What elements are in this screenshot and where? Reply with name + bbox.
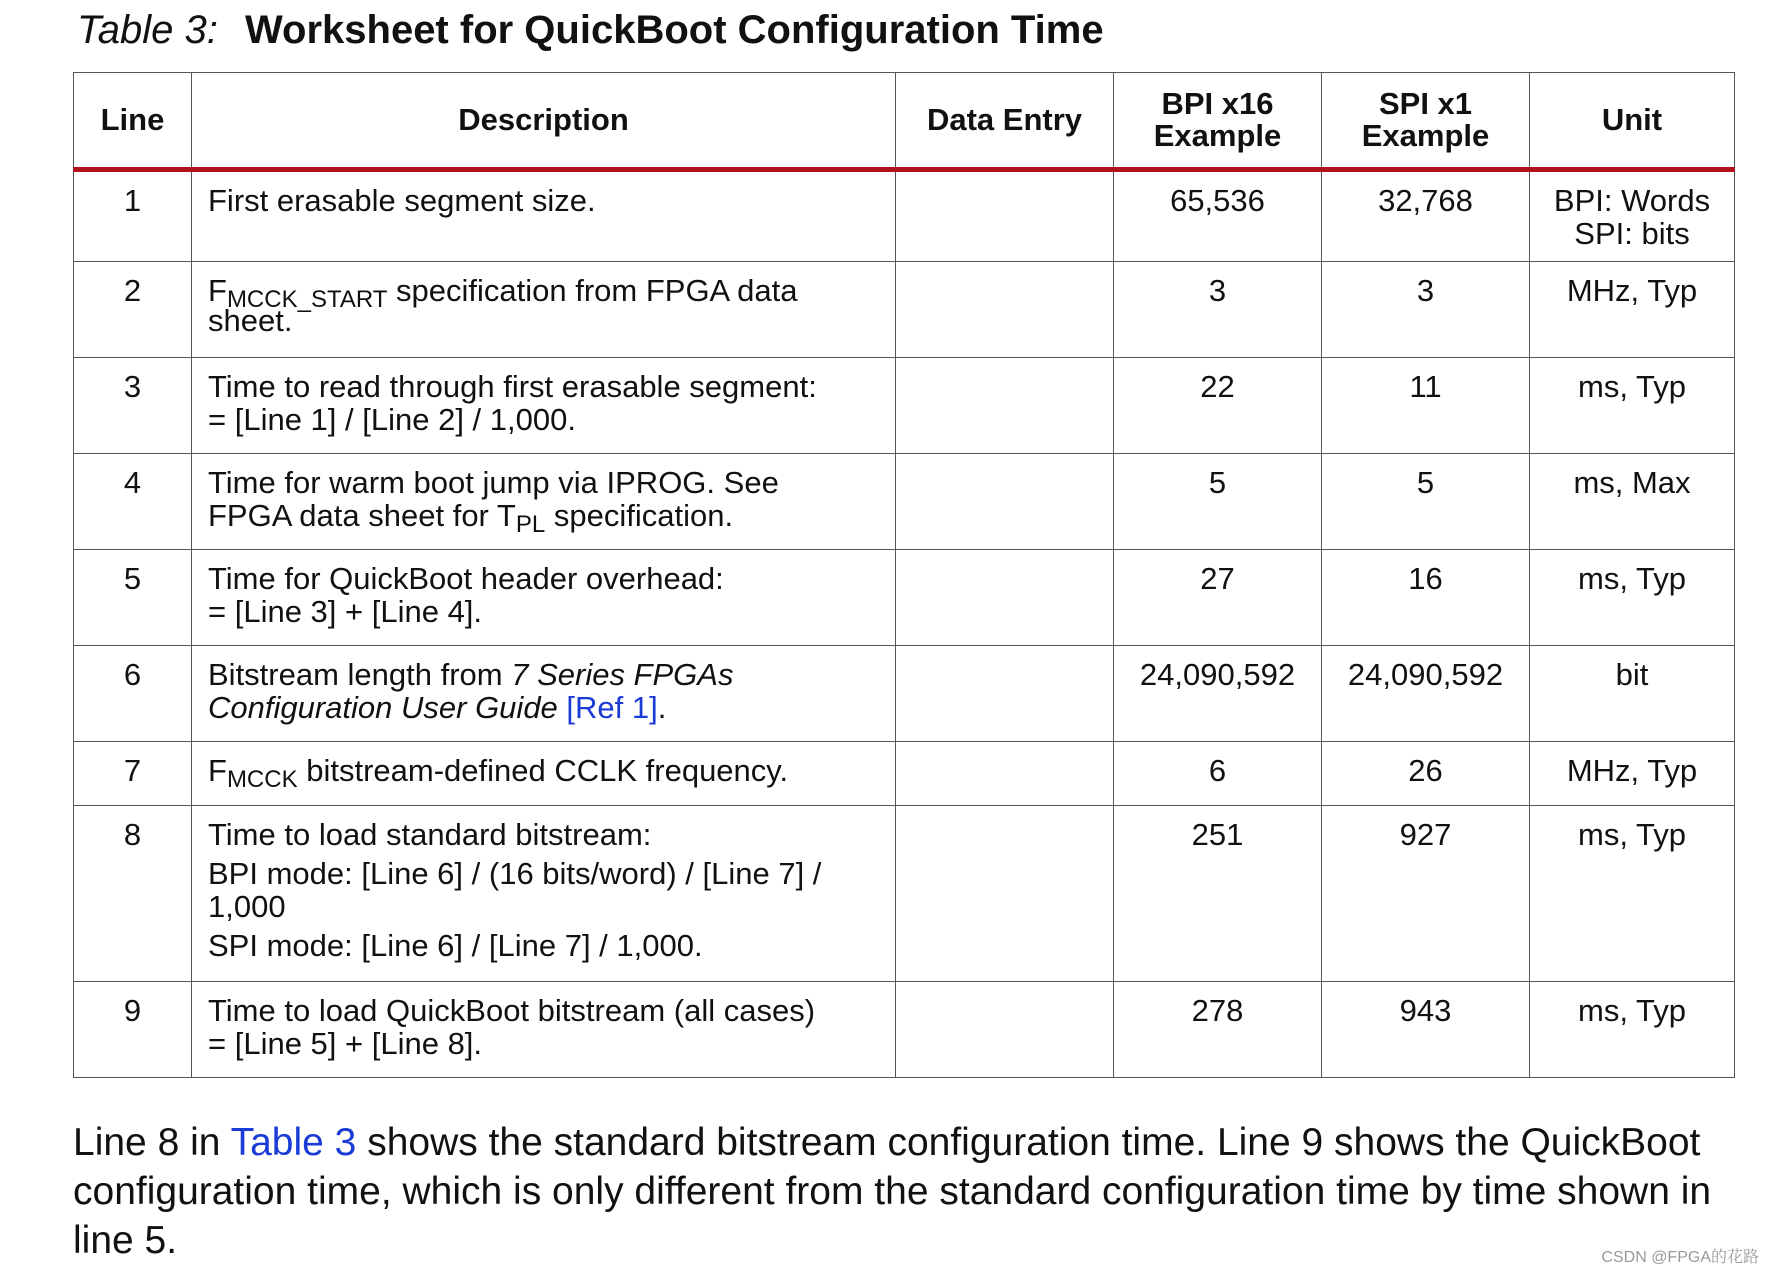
cell-data-entry: [896, 742, 1114, 806]
cell-description: [192, 550, 896, 646]
desc-italic-guide: Configuration User Guide: [208, 690, 558, 725]
cell-description-line1: Time for warm boot jump via IPROG. See: [208, 465, 779, 500]
cell-data-entry: [896, 550, 1114, 646]
body-paragraph: [73, 1118, 1743, 1265]
cell-line: 1: [74, 170, 192, 262]
cell-bpi: 27: [1114, 550, 1322, 646]
cell-description-line1: Time to load standard bitstream:: [208, 817, 652, 852]
table-row: [74, 262, 1735, 358]
cell-line: 4: [74, 454, 192, 550]
cell-unit: ms, Typ: [1530, 982, 1735, 1078]
paragraph-part1: Line 8 in: [73, 1121, 231, 1164]
header-bpi-line2: Example: [1153, 118, 1282, 153]
cell-description: [192, 358, 896, 454]
cell-line: 9: [74, 982, 192, 1078]
table-row: [74, 742, 1735, 806]
table-title-text: Worksheet for QuickBoot Configuration Time: [244, 8, 1104, 52]
cell-description-line2: BPI mode: [Line 6] / (16 bits/word) / [Line 7] /: [208, 856, 822, 891]
table-header: [74, 73, 1735, 170]
cell-data-entry: [896, 170, 1114, 262]
header-bpi-example: [1114, 73, 1322, 170]
cell-description-line3: 1,000: [208, 889, 286, 924]
cell-unit: ms, Max: [1530, 454, 1735, 550]
cell-data-entry: [896, 806, 1114, 982]
cell-line: 8: [74, 806, 192, 982]
cell-description-line1: [208, 273, 879, 313]
cell-unit: MHz, Typ: [1530, 742, 1735, 806]
cell-spi: 943: [1322, 982, 1530, 1078]
header-bpi-line1: BPI x16: [1161, 86, 1274, 121]
cell-line: 7: [74, 742, 192, 806]
table-title-label: Table 3:: [77, 8, 218, 52]
cell-data-entry: [896, 646, 1114, 742]
subscript-pl: PL: [515, 511, 546, 538]
cell-spi: 11: [1322, 358, 1530, 454]
cell-line: 2: [74, 262, 192, 358]
subscript-mcck: MCCK: [226, 766, 298, 793]
cell-bpi: 251: [1114, 806, 1322, 982]
cell-data-entry: [896, 454, 1114, 550]
cell-line: 5: [74, 550, 192, 646]
cell-spi: 24,090,592: [1322, 646, 1530, 742]
cell-line: 6: [74, 646, 192, 742]
cell-description-line2: = [Line 3] + [Line 4].: [208, 594, 483, 629]
desc-rest: specification from FPGA data: [387, 273, 798, 308]
cell-description: [192, 742, 896, 806]
cell-unit: ms, Typ: [1530, 358, 1735, 454]
cell-description-line2: sheet.: [208, 303, 293, 338]
cell-data-entry: [896, 358, 1114, 454]
table-row: [74, 550, 1735, 646]
header-description: Description: [192, 73, 896, 170]
cell-line: 3: [74, 358, 192, 454]
cell-spi: 3: [1322, 262, 1530, 358]
f-symbol: F: [208, 753, 227, 788]
cell-description-line2: [208, 691, 879, 724]
cell-description: First erasable segment size.: [192, 170, 896, 262]
table-row: [74, 806, 1735, 982]
desc-end: .: [657, 690, 667, 725]
subscript-mcck-start: MCCK_START: [226, 286, 388, 313]
cell-description: [192, 454, 896, 550]
paragraph-part2: shows the standard bitstream configuration time. Line 9 shows the QuickBoot configuration time, which is only different from the standard configuration time by time shown in line 5.: [73, 1121, 1712, 1262]
table-body: [74, 170, 1735, 1078]
cell-description-line2: = [Line 5] + [Line 8].: [208, 1026, 483, 1061]
cell-bpi: 65,536: [1114, 170, 1322, 262]
cell-description-line1: Time for QuickBoot header overhead:: [208, 561, 724, 596]
table-row: [74, 454, 1735, 550]
cell-description: [192, 262, 896, 358]
header-line: Line: [74, 73, 192, 170]
cell-description: [192, 806, 896, 982]
desc-part-a: Bitstream length from: [208, 657, 512, 692]
desc-part-b: specification.: [545, 498, 734, 533]
cell-bpi: 3: [1114, 262, 1322, 358]
cell-description: [192, 646, 896, 742]
table-row: [74, 982, 1735, 1078]
desc-rest: bitstream-defined CCLK frequency.: [297, 753, 789, 788]
table-row: [74, 358, 1735, 454]
cell-unit-line2: SPI: bits: [1574, 216, 1690, 251]
cell-description-line2: [208, 498, 879, 538]
table-title: [77, 8, 1104, 53]
cell-description-line1: [208, 658, 879, 691]
cell-unit: ms, Typ: [1530, 550, 1735, 646]
cell-description-line2: = [Line 1] / [Line 2] / 1,000.: [208, 402, 576, 437]
header-unit: Unit: [1530, 73, 1735, 170]
watermark: CSDN @FPGA的花路: [1601, 1249, 1759, 1266]
cell-bpi: 6: [1114, 742, 1322, 806]
cell-spi: 32,768: [1322, 170, 1530, 262]
table-row: [74, 170, 1735, 262]
ref-1-link[interactable]: [Ref 1]: [566, 690, 658, 725]
cell-spi: 5: [1322, 454, 1530, 550]
table-row: [74, 646, 1735, 742]
header-spi-line1: SPI x1: [1378, 86, 1473, 121]
cell-bpi: 5: [1114, 454, 1322, 550]
header-row: [74, 73, 1735, 170]
cell-spi: 26: [1322, 742, 1530, 806]
cell-description-line4: SPI mode: [Line 6] / [Line 7] / 1,000.: [208, 928, 703, 963]
cell-spi: 927: [1322, 806, 1530, 982]
f-symbol: F: [208, 273, 227, 308]
cell-description-line1: Time to read through first erasable segment:: [208, 369, 817, 404]
cell-unit: ms, Typ: [1530, 806, 1735, 982]
cell-unit: MHz, Typ: [1530, 262, 1735, 358]
header-spi-line2: Example: [1361, 118, 1490, 153]
cell-bpi: 24,090,592: [1114, 646, 1322, 742]
cell-unit: [1530, 170, 1735, 262]
header-data-entry: Data Entry: [896, 73, 1114, 170]
table-3-link[interactable]: Table 3: [230, 1121, 357, 1164]
desc-italic-series: 7 Series FPGAs: [511, 657, 734, 692]
header-spi-example: [1322, 73, 1530, 170]
cell-data-entry: [896, 982, 1114, 1078]
desc-part-a: FPGA data sheet for T: [208, 498, 516, 533]
cell-description: [192, 982, 896, 1078]
cell-unit-line1: BPI: Words: [1553, 183, 1711, 218]
cell-bpi: 278: [1114, 982, 1322, 1078]
cell-data-entry: [896, 262, 1114, 358]
cell-unit: bit: [1530, 646, 1735, 742]
worksheet-table: [73, 72, 1735, 1078]
cell-description-line1: Time to load QuickBoot bitstream (all cases): [208, 993, 816, 1028]
cell-bpi: 22: [1114, 358, 1322, 454]
cell-spi: 16: [1322, 550, 1530, 646]
